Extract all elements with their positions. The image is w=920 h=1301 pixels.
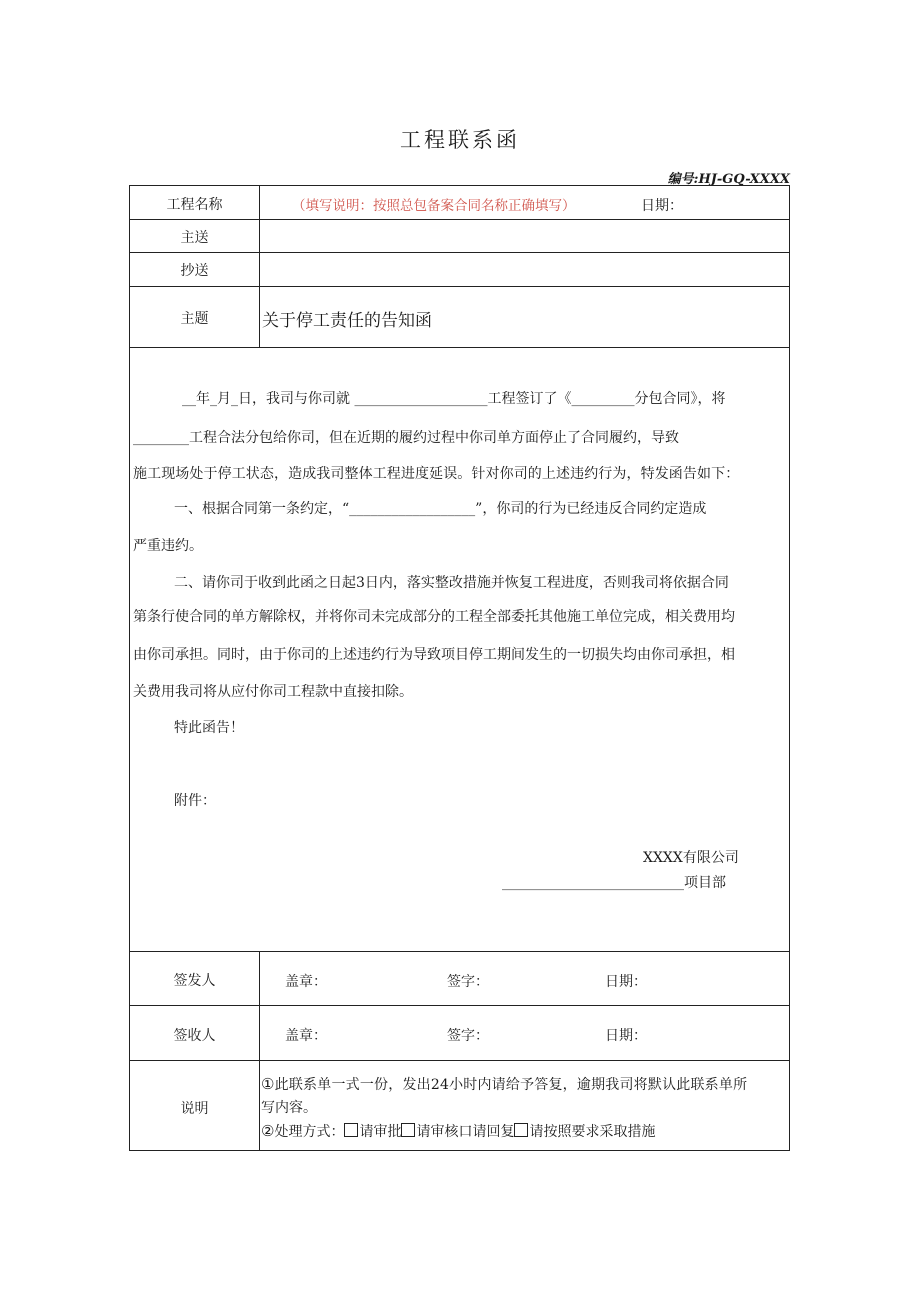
row-divider (129, 1060, 790, 1061)
notes-item-1-text: 此联系单一式一份，发出24小时内请给予答复，逾期我司将默认此联系单所 (274, 1077, 748, 1093)
company-name: XXXX有限公司 (643, 850, 739, 866)
checkbox-review-reply[interactable] (401, 1123, 415, 1137)
document-number: 编号:HJ-GQ-XXXX (667, 172, 790, 187)
column-divider (259, 185, 260, 347)
row-divider (129, 286, 790, 287)
cc-label: 抄送 (180, 263, 209, 279)
to-field[interactable] (262, 222, 787, 249)
body-line: __年_月_日，我司与你司就 ___________________工程签订了《_________分包合同》，将 (182, 391, 726, 407)
receiver-seal-label: 盖章： (285, 1028, 327, 1044)
receiver-date-label: 日期： (605, 1028, 647, 1044)
checkbox-take-measures[interactable] (514, 1123, 528, 1137)
to-label: 主送 (180, 230, 209, 246)
row-divider (129, 219, 790, 220)
project-name-field[interactable]: （填写说明：按照总包备案合同名称正确填写） (292, 198, 576, 214)
body-line: 一、根据合同第一条约定，“__________________”，你司的行为已经违反合同约定造成 (174, 501, 707, 517)
subject-value[interactable]: 关于停工责任的告知函 (262, 311, 432, 331)
option-approve: 请审批 (359, 1124, 402, 1140)
issuer-signature-label: 签字： (447, 974, 489, 990)
circled-one: ① (261, 1075, 275, 1093)
project-department: __________________________项目部 (502, 875, 726, 891)
processing-method-label: 处理方式： (274, 1124, 345, 1140)
body-line: 施工现场处于停工状态，造成我司整体工程进度延误。针对你司的上述违约行为，特发函告如下： (133, 466, 740, 482)
row-divider (129, 951, 790, 952)
body-line: 关费用我司将从应付你司工程款中直接扣除。 (133, 684, 413, 700)
body-line: 第条行使合同的单方解除权，并将你司未完成部分的工程全部委托其他施工单位完成，相关费用均 (133, 609, 735, 625)
notes-item-2 (261, 1121, 655, 1141)
issuer-seal-label: 盖章： (285, 974, 327, 990)
row-divider (129, 347, 790, 348)
option-review-reply: 请审核口请回复 (416, 1124, 515, 1140)
header-date-label: 日期： (641, 198, 683, 214)
option-take-measures: 请按照要求采取措施 (529, 1124, 656, 1140)
circled-two: ② (261, 1122, 275, 1140)
page-title: 工程联系函 (400, 128, 520, 152)
form-frame (129, 185, 790, 1151)
body-line: 严重违约。 (133, 538, 203, 554)
checkbox-approve[interactable] (344, 1123, 358, 1137)
body-line: 由你司承担。同时，由于你司的上述违约行为导致项目停工期间发生的一切损失均由你司承担，相 (133, 647, 735, 663)
issuer-date-label: 日期： (605, 974, 647, 990)
subject-label: 主题 (180, 311, 209, 327)
cc-field[interactable] (262, 255, 787, 283)
notes-item-1-cont: 写内容。 (261, 1100, 317, 1116)
row-divider (129, 1005, 790, 1006)
body-line: ________工程合法分包给你司，但在近期的履约过程中你司单方面停止了合同履约，导致 (133, 430, 679, 446)
project-name-label: 工程名称 (166, 197, 223, 213)
row-divider (129, 252, 790, 253)
notes-item-1 (261, 1074, 747, 1094)
issuer-label: 签发人 (173, 973, 216, 989)
column-divider (259, 951, 260, 1151)
attachment-label: 附件： (174, 793, 216, 809)
notes-label: 说明 (180, 1101, 209, 1117)
receiver-signature-label: 签字： (447, 1028, 489, 1044)
closing-text: 特此函告！ (174, 720, 244, 736)
receiver-label: 签收人 (173, 1028, 216, 1044)
body-line: 二、请你司于收到此函之日起3日内，落实整改措施并恢复工程进度，否则我司将依据合同 (174, 575, 729, 591)
